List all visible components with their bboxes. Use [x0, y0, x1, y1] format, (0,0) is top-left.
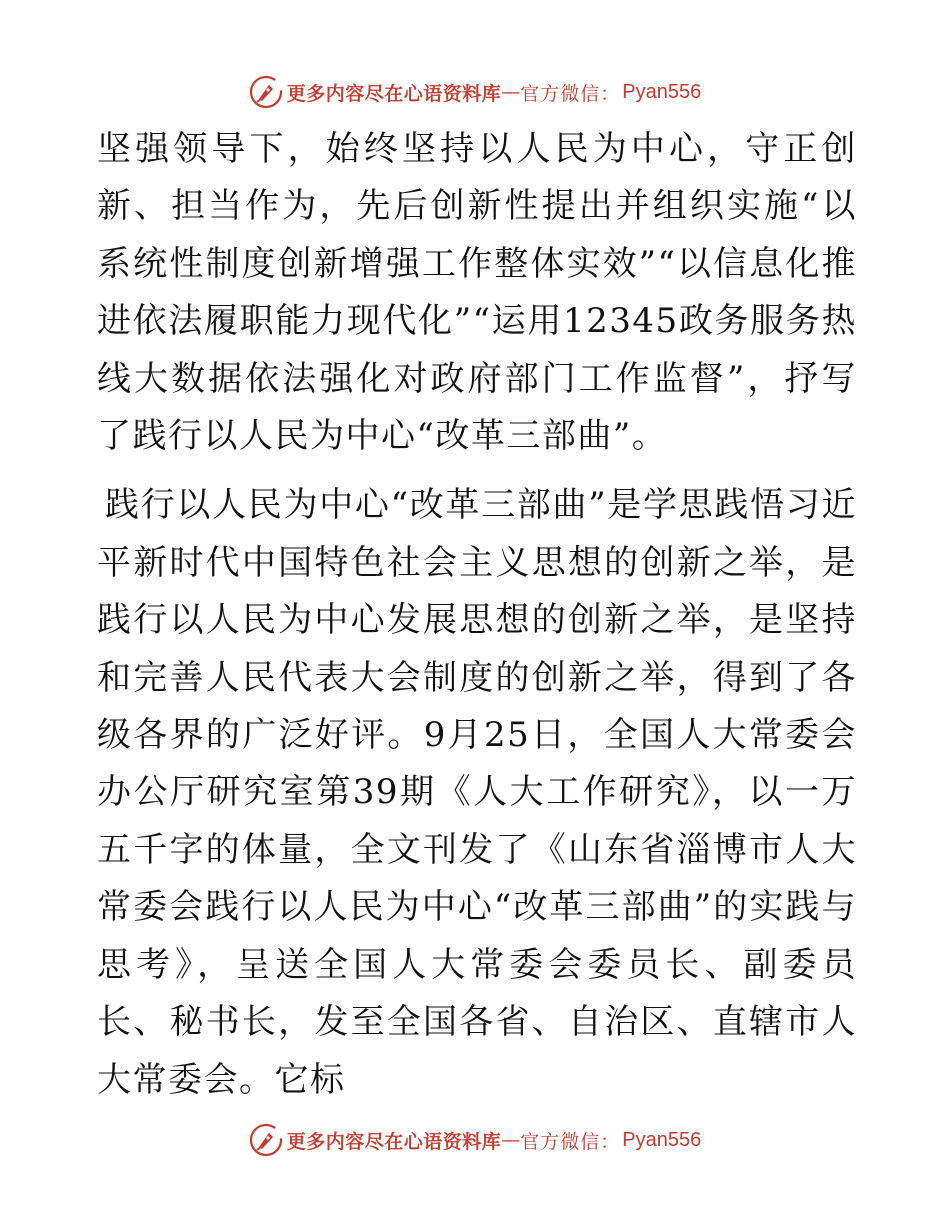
footer-dash: —	[501, 1129, 521, 1151]
footer-wechat-label: 官方微信：	[520, 1130, 621, 1153]
header-banner	[0, 72, 950, 112]
header-wechat-label: 官方微信：	[520, 82, 621, 105]
header-site-text: 更多内容尽在心语资料库	[286, 82, 502, 105]
header-dash: —	[501, 81, 521, 103]
paragraph-2: 践行以人民为中心“改革三部曲”是学思践悟习近平新时代中国特色社会主义思想的创新之举，是践行以人民为中心发展思想的创新之举，是坚持和完善人民代表大会制度的创新之举，得到了各级各界的广泛好评。9月25日，全国人大常委会办公厅研究室第39期《人大工作研究》，以一万五千字的体量，全文刊发了《山东省淄博市人大常委会践行以人民为中心“改革三部曲”的实践与思考》，呈送全国人大常委会委员长、副委员长、秘书长，发至全国各省、自治区、直辖市人大常委会。它标	[97, 485, 857, 1100]
header-wechat-handle: Pyan556	[622, 80, 702, 103]
document-body	[97, 121, 857, 1121]
pen-nib-logo-icon	[249, 1123, 283, 1157]
footer-wechat-handle: Pyan556	[622, 1128, 702, 1151]
footer-banner	[0, 1120, 950, 1160]
footer-site-text: 更多内容尽在心语资料库	[286, 1130, 502, 1153]
pen-nib-logo-icon	[249, 75, 283, 109]
paragraph-1: 坚强领导下，始终坚持以人民为中心，守正创新、担当作为，先后创新性提出并组织实施“以系统性制度创新增强工作整体实效”“以信息化推进依法履职能力现代化”“运用12345政务服务热线大数据依法强化对政府部门工作监督”，抒写了践行以人民为中心“改革三部曲”。	[97, 129, 857, 457]
